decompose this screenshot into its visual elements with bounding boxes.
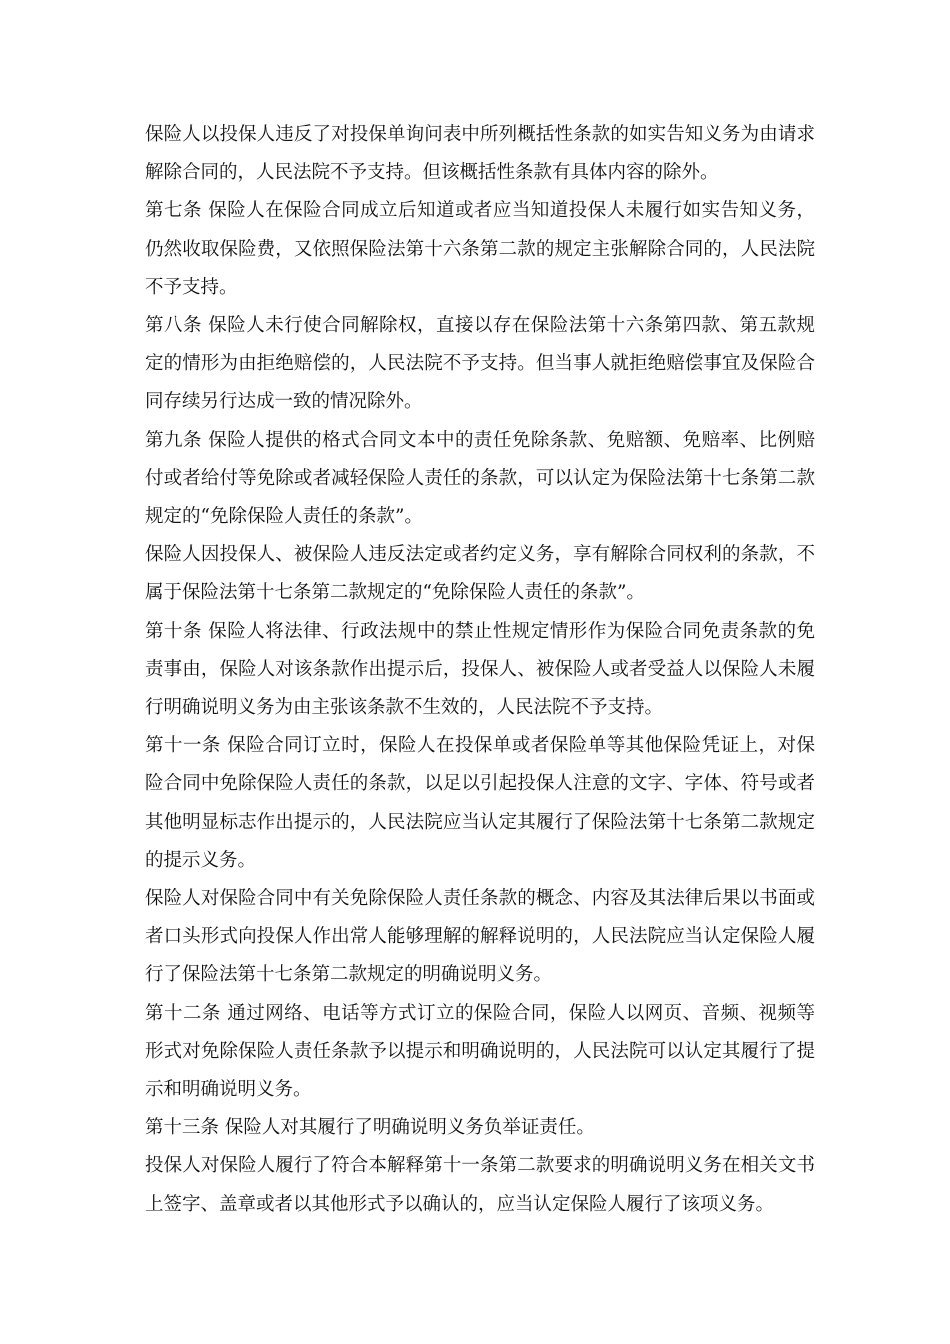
- paragraph-article-7: 第七条 保险人在保险合同成立后知道或者应当知道投保人未履行如实告知义务，仍然收取保险费，又依照保险法第十六条第二款的规定主张解除合同的，人民法院不予支持。: [145, 200, 815, 298]
- paragraph-article-12: 第十二条 通过网络、电话等方式订立的保险合同，保险人以网页、音频、视频等形式对免除保险人责任条款予以提示和明确说明的，人民法院可以认定其履行了提示和明确说明义务。: [145, 1002, 815, 1101]
- paragraph-1: 保险人以投保人违反了对投保单询问表中所列概括性条款的如实告知义务为由请求解除合同的，人民法院不予支持。但该概括性条款有具体内容的除外。: [145, 124, 815, 184]
- paragraph-article-11: 第十一条 保险合同订立时，保险人在投保单或者保险单等其他保险凭证上，对保险合同中免除保险人责任的条款，以足以引起投保人注意的文字、字体、符号或者其他明显标志作出提示的，人民法院应当认定其履行了保险法第十七条第二款规定的提示义务。: [145, 735, 815, 871]
- paragraph-article-8: 第八条 保险人未行使合同解除权，直接以存在保险法第十六条第四款、第五款规定的情形为由拒绝赔偿的，人民法院不予支持。但当事人就拒绝赔偿事宜及保险合同存续另行达成一致的情况除外。: [145, 315, 815, 413]
- paragraph-article-11-2: 保险人对保险合同中有关免除保险人责任条款的概念、内容及其法律后果以书面或者口头形式向投保人作出常人能够理解的解释说明的，人民法院应当认定保险人履行了保险法第十七条第二款规定的明确说明义务。: [145, 888, 815, 986]
- paragraph-article-13-2: 投保人对保险人履行了符合本解释第十一条第二款要求的明确说明义务在相关文书上签字、盖章或者以其他形式予以确认的，应当认定保险人履行了该项义务。: [145, 1155, 815, 1215]
- document-body: [145, 116, 815, 1224]
- paragraph-article-10: 第十条 保险人将法律、行政法规中的禁止性规定情形作为保险合同免责条款的免责事由，保险人对该条款作出提示后，投保人、被保险人或者受益人以保险人未履行明确说明义务为由主张该条款不生效的，人民法院不予支持。: [145, 620, 815, 719]
- paragraph-article-9: 第九条 保险人提供的格式合同文本中的责任免除条款、免赔额、免赔率、比例赔付或者给付等免除或者减轻保险人责任的条款，可以认定为保险法第十七条第二款规定的“免除保险人责任的条款”。: [145, 429, 815, 528]
- paragraph-article-13: 第十三条 保险人对其履行了明确说明义务负举证责任。: [145, 1117, 595, 1139]
- paragraph-article-9-2: 保险人因投保人、被保险人违反法定或者约定义务，享有解除合同权利的条款，不属于保险法第十七条第二款规定的“免除保险人责任的条款”。: [145, 544, 815, 604]
